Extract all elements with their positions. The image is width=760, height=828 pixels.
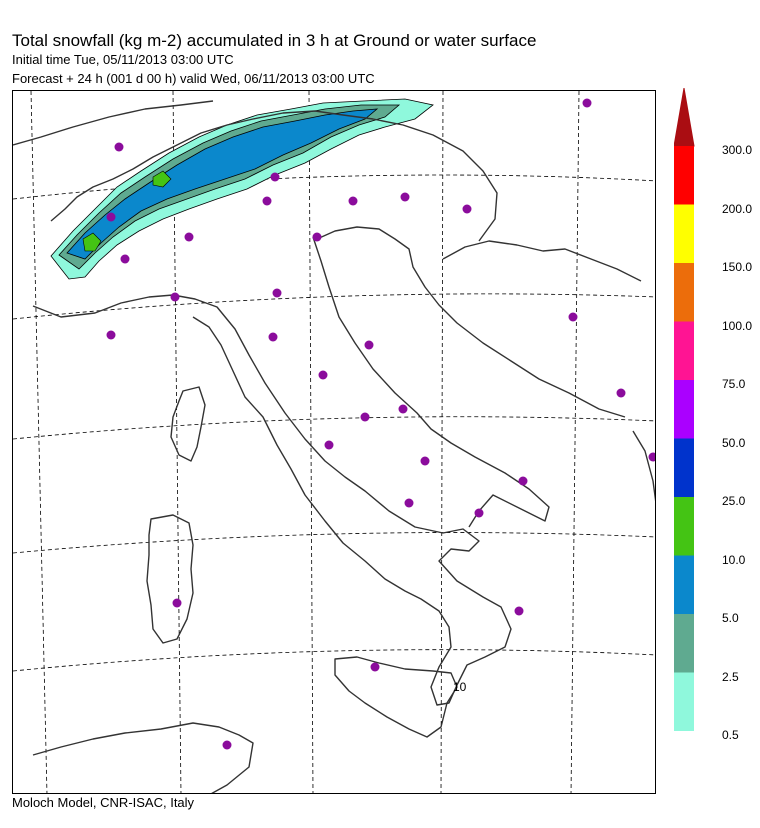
station-marker xyxy=(185,233,194,242)
station-marker xyxy=(421,457,430,466)
legend-box xyxy=(674,322,694,381)
italy-adriatic-coast xyxy=(313,237,549,527)
station-marker xyxy=(107,213,116,222)
north-border xyxy=(13,101,213,145)
legend-label: 25.0 xyxy=(722,494,746,508)
station-marker xyxy=(223,741,232,750)
station-marker xyxy=(263,197,272,206)
color-legend xyxy=(674,88,760,748)
initial-time: Initial time Tue, 05/11/2013 03:00 UTC xyxy=(12,52,234,67)
station-marker xyxy=(519,477,528,486)
meridian-3 xyxy=(309,91,313,794)
station-marker xyxy=(173,599,182,608)
station-marker xyxy=(361,413,370,422)
station-marker xyxy=(583,99,592,108)
station-marker xyxy=(121,255,130,264)
italy-peninsula xyxy=(33,295,511,705)
station-marker xyxy=(515,607,524,616)
legend-label: 200.0 xyxy=(722,201,753,216)
meridian-4 xyxy=(441,91,443,794)
station-marker xyxy=(405,499,414,508)
tunisia-coast xyxy=(33,723,253,794)
corsica xyxy=(171,387,205,461)
legend-label: 5.0 xyxy=(722,611,739,625)
legend-box xyxy=(674,205,694,264)
legend-box xyxy=(674,673,694,732)
legend-label: 0.5 xyxy=(722,728,739,742)
map-canvas xyxy=(13,91,656,794)
contour-label: 10 xyxy=(453,680,467,694)
parallel-3 xyxy=(13,417,656,439)
snowfall-field xyxy=(51,99,433,279)
legend-box xyxy=(674,263,694,322)
legend-box xyxy=(674,497,694,556)
east-coast xyxy=(633,431,656,511)
forecast-valid-time: Forecast + 24 h (001 d 00 h) valid Wed, 06/11/2013 03:00 UTC xyxy=(12,71,375,86)
legend-boxes xyxy=(674,146,694,731)
station-marker xyxy=(325,441,334,450)
station-marker xyxy=(313,233,322,242)
station-marker xyxy=(271,173,280,182)
station-marker xyxy=(349,197,358,206)
legend-box xyxy=(674,146,694,205)
station-marker xyxy=(371,663,380,672)
balkans-border xyxy=(443,241,641,281)
station-marker xyxy=(569,313,578,322)
legend-label: 150.0 xyxy=(722,260,753,274)
station-marker xyxy=(319,371,328,380)
sardinia xyxy=(147,515,193,643)
meridian-5 xyxy=(571,91,579,794)
istria-croatia-coast xyxy=(317,227,625,417)
legend-label: 300.0 xyxy=(722,143,753,157)
station-marker xyxy=(107,331,116,340)
snow-band-0-5 xyxy=(51,99,433,279)
map-panel xyxy=(12,90,656,794)
station-marker xyxy=(401,193,410,202)
footer-credit: Moloch Model, CNR-ISAC, Italy xyxy=(12,795,195,810)
meridian-1 xyxy=(31,91,47,794)
station-marker xyxy=(463,205,472,214)
legend-box xyxy=(674,556,694,615)
legend-top-arrow xyxy=(674,88,694,146)
station-marker xyxy=(617,389,626,398)
legend-box xyxy=(674,614,694,673)
station-marker xyxy=(475,509,484,518)
chart-title: Total snowfall (kg m-2) accumulated in 3 h at Ground or water surface xyxy=(12,31,537,50)
station-marker xyxy=(649,453,657,462)
station-marker xyxy=(269,333,278,342)
legend-box xyxy=(674,380,694,439)
legend-label: 100.0 xyxy=(722,318,753,333)
station-marker xyxy=(273,289,282,298)
station-marker xyxy=(399,405,408,414)
legend-label: 75.0 xyxy=(722,377,746,391)
station-marker xyxy=(365,341,374,350)
parallel-2 xyxy=(13,294,656,319)
parallel-4 xyxy=(13,533,656,553)
legend-label: 50.0 xyxy=(722,435,746,450)
legend-label: 2.5 xyxy=(722,669,739,684)
legend-label: 10.0 xyxy=(722,552,746,567)
legend-box xyxy=(674,439,694,498)
station-marker xyxy=(171,293,180,302)
station-marker xyxy=(115,143,124,152)
